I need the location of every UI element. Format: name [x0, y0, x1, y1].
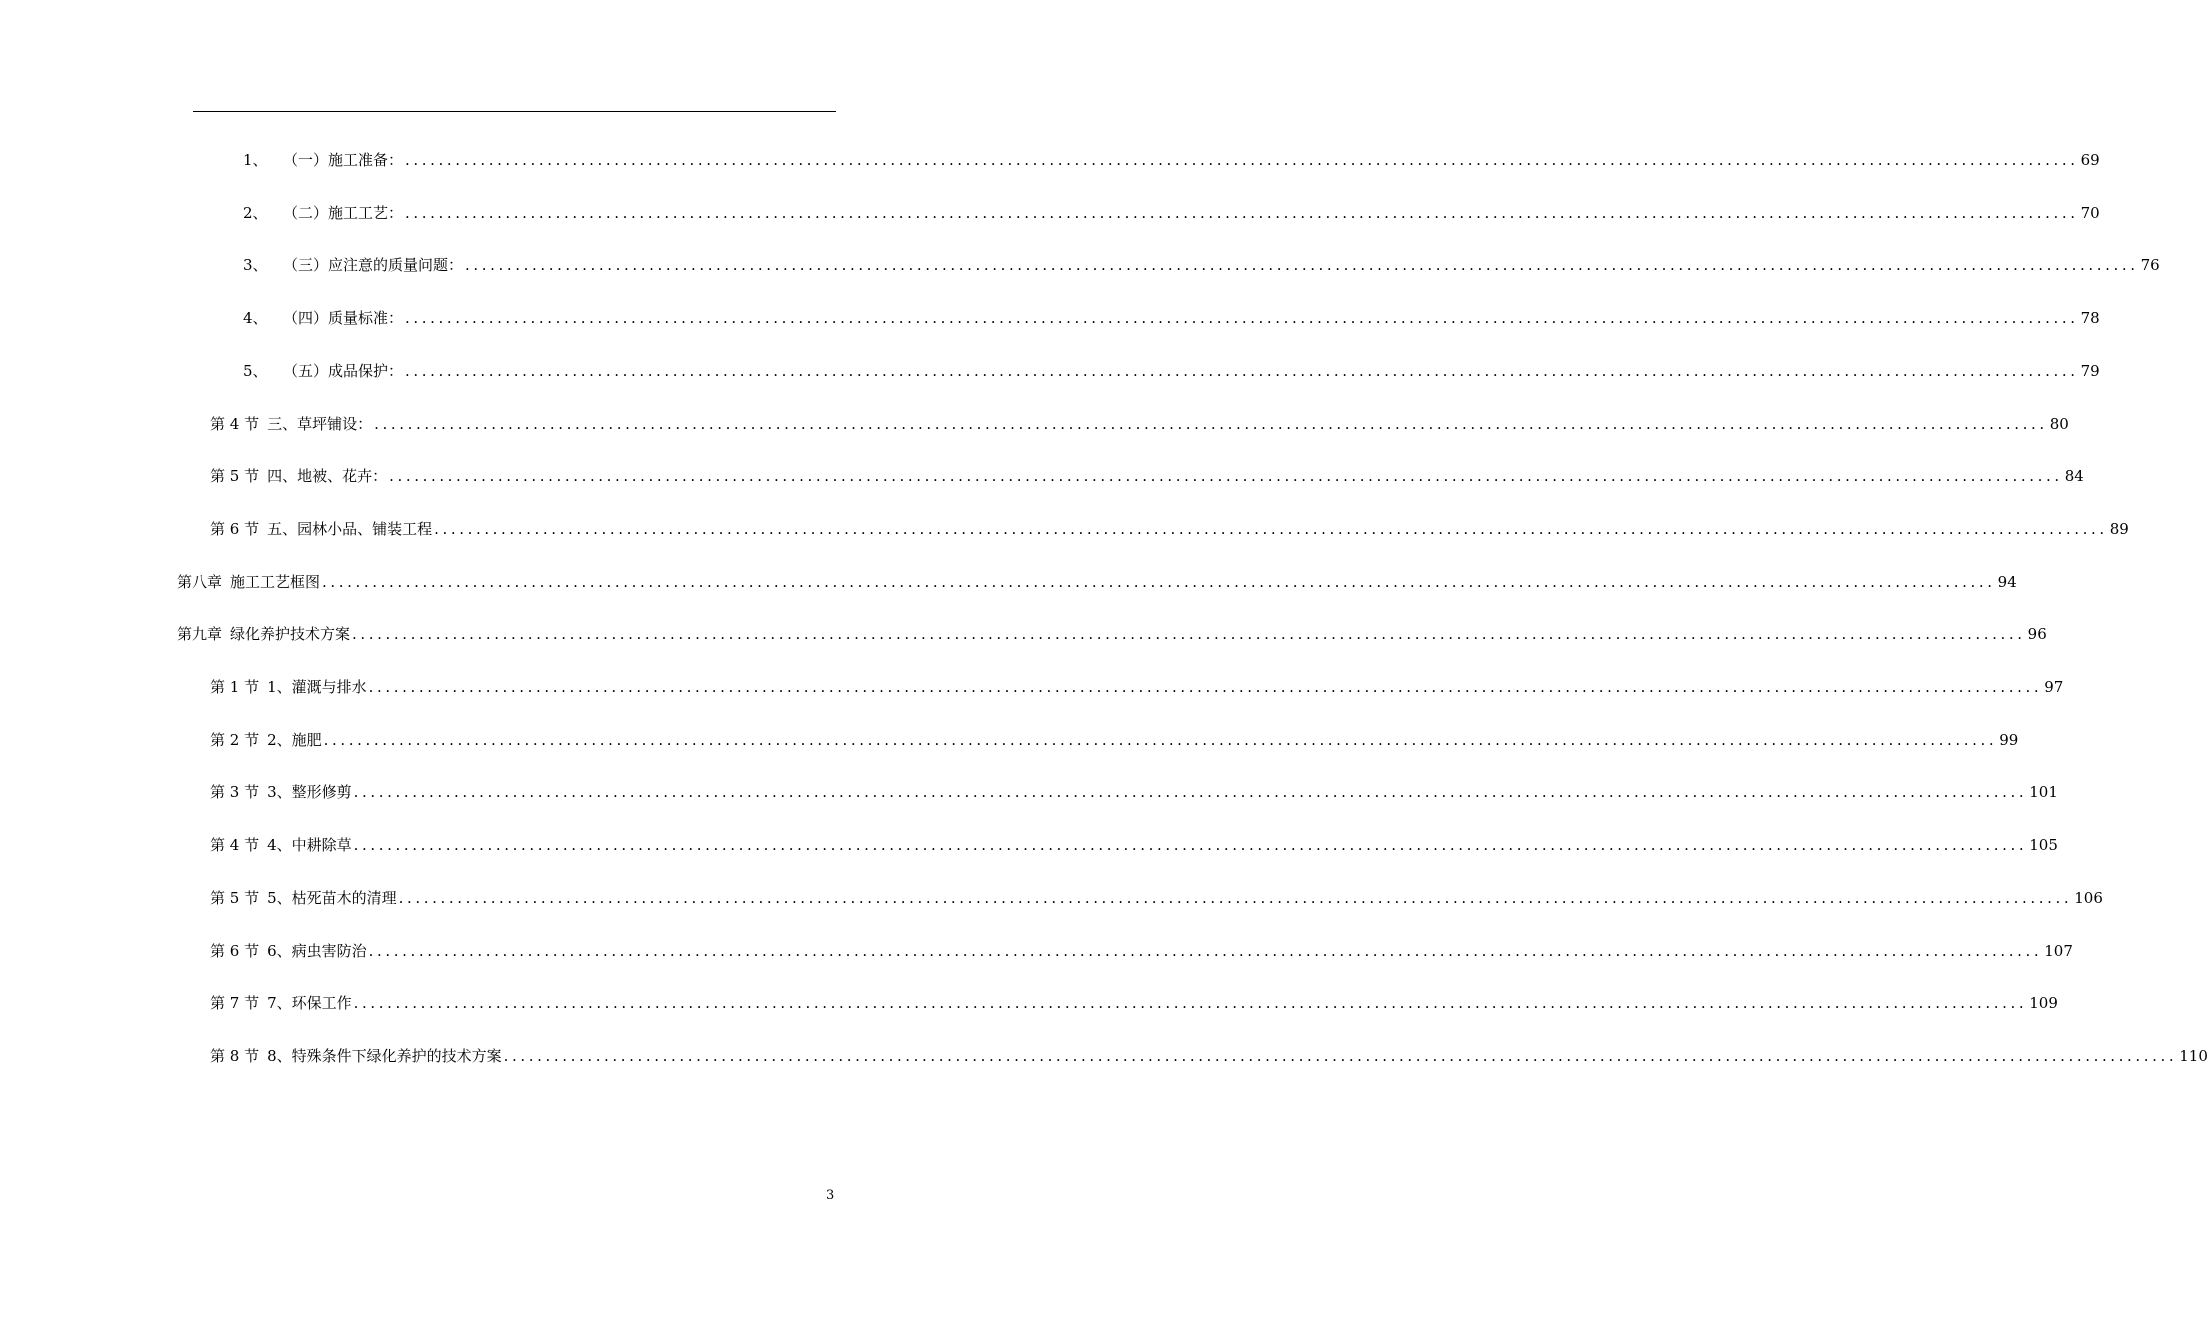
toc-entry-number: 1、	[243, 151, 268, 169]
toc-dot-leader: ........................................................................................................................................................................................................	[405, 203, 2079, 222]
toc-entry-number: 第 1 节	[210, 678, 260, 696]
toc-entry-number: 2、	[243, 203, 268, 222]
toc-dot-leader: ........................................................................................................................................................................................................	[503, 1046, 2178, 1065]
toc-dot-leader: ........................................................................................................................................................................................................	[374, 414, 2048, 433]
toc-dot-leader: ........................................................................................................................................................................................................	[353, 836, 2028, 855]
toc-entry-number: 第 8 节	[210, 1046, 260, 1065]
toc-entry[interactable]	[177, 569, 2017, 595]
toc-entry[interactable]	[210, 832, 2058, 858]
toc-entry-number: 第 5 节	[210, 467, 260, 486]
toc-entry[interactable]	[210, 674, 2064, 700]
toc-entry[interactable]	[243, 305, 2100, 331]
toc-entry-number: 第 5 节	[210, 888, 260, 907]
toc-entry-page: 109	[2029, 994, 2058, 1013]
toc-entry[interactable]	[210, 411, 2069, 437]
toc-dot-leader: ........................................................................................................................................................................................................	[434, 519, 2108, 538]
toc-entry-number: 第 3 节	[210, 783, 260, 802]
toc-entry-page: 106	[2074, 888, 2103, 907]
toc-entry-title: 6、病虫害防治	[267, 941, 367, 960]
toc-dot-leader: ........................................................................................................................................................................................................	[465, 256, 2139, 275]
toc-entry-title: 绿化养护技术方案	[230, 625, 351, 644]
toc-dot-leader: ........................................................................................................................................................................................................	[368, 941, 2043, 960]
toc-entry[interactable]	[210, 885, 2103, 911]
toc-entry-number: 第 2 节	[210, 730, 260, 749]
toc-entry-title: （一）施工准备：	[283, 151, 404, 169]
toc-dot-leader: ........................................................................................................................................................................................................	[405, 361, 2079, 380]
toc-entry-number: 第八章	[177, 572, 223, 591]
toc-entry-title: 4、中耕除草	[267, 836, 352, 855]
toc-entry[interactable]	[210, 463, 2084, 489]
toc-entry-title: 3、整形修剪	[267, 783, 352, 802]
toc-entry-number: 第九章	[177, 625, 223, 644]
toc-entry[interactable]	[210, 1043, 2208, 1069]
toc-entry-title: （二）施工工艺：	[283, 203, 404, 222]
toc-entry[interactable]	[243, 252, 2160, 278]
toc-dot-leader: ........................................................................................................................................................................................................	[398, 888, 2073, 907]
header-rule	[193, 111, 836, 112]
toc-entry-page: 76	[2140, 256, 2160, 275]
toc-entry-title: 7、环保工作	[267, 994, 352, 1013]
toc-entry[interactable]	[210, 990, 2058, 1016]
toc-entry-page: 99	[1999, 730, 2019, 749]
toc-entry-number: 第 4 节	[210, 836, 260, 855]
toc-entry-title: 8、特殊条件下绿化养护的技术方案	[267, 1046, 502, 1065]
toc-entry-number: 5、	[243, 361, 268, 380]
toc-entry-title: （三）应注意的质量问题：	[283, 256, 464, 275]
toc-entry-title: 5、枯死苗木的清理	[267, 888, 397, 907]
toc-entry-title: （四）质量标准：	[283, 309, 404, 328]
toc-entry-page: 105	[2029, 836, 2058, 855]
toc-entry-page: 79	[2080, 361, 2100, 380]
toc-entry[interactable]	[210, 727, 2019, 753]
toc-entry-page: 97	[2044, 678, 2064, 696]
toc-entry[interactable]	[243, 200, 2100, 226]
toc-entry-title: 施工工艺框图	[230, 572, 321, 591]
toc-dot-leader: ........................................................................................................................................................................................................	[352, 625, 2026, 644]
toc-entry-page: 78	[2080, 309, 2100, 328]
toc-entry-page: 96	[2027, 625, 2047, 644]
page-number: 3	[826, 1188, 835, 1203]
toc-entry-page: 89	[2109, 519, 2129, 538]
toc-entry-title: 1、灌溉与排水	[267, 678, 367, 696]
toc-entry-number: 第 6 节	[210, 519, 260, 538]
toc-dot-leader: ........................................................................................................................................................................................................	[405, 151, 2079, 169]
toc-entry-page: 107	[2044, 941, 2073, 960]
toc-dot-leader: ........................................................................................................................................................................................................	[353, 994, 2028, 1013]
toc-entry[interactable]	[210, 779, 2058, 805]
toc-entry-page: 80	[2049, 414, 2069, 433]
toc-entry-page: 101	[2029, 783, 2058, 802]
toc-entry-page: 69	[2080, 151, 2100, 169]
toc-entry-number: 4、	[243, 309, 268, 328]
toc-entry-number: 第 7 节	[210, 994, 260, 1013]
toc-dot-leader: ........................................................................................................................................................................................................	[389, 467, 2063, 486]
toc-dot-leader: ........................................................................................................................................................................................................	[322, 572, 1996, 591]
toc-entry-page: 110	[2179, 1046, 2208, 1065]
toc-entry[interactable]	[243, 147, 2100, 173]
toc-entry-number: 第 6 节	[210, 941, 260, 960]
toc-entry-page: 94	[1997, 572, 2017, 591]
toc-entry-page: 84	[2064, 467, 2084, 486]
toc-dot-leader: ........................................................................................................................................................................................................	[353, 783, 2028, 802]
toc-entry[interactable]	[210, 938, 2073, 964]
toc-dot-leader: ........................................................................................................................................................................................................	[368, 678, 2043, 696]
toc-entry-title: 三、草坪铺设：	[267, 414, 373, 433]
toc-entry-title: （五）成品保护：	[283, 361, 404, 380]
toc-entry[interactable]	[177, 621, 2047, 647]
toc-entry-number: 3、	[243, 256, 268, 275]
toc-entry[interactable]	[210, 516, 2129, 542]
toc-entry-title: 2、施肥	[267, 730, 322, 749]
toc-entry-title: 四、地被、花卉：	[267, 467, 388, 486]
toc-dot-leader: ........................................................................................................................................................................................................	[405, 309, 2079, 328]
toc-entry[interactable]	[243, 358, 2100, 384]
toc-entry-page: 70	[2080, 203, 2100, 222]
toc-dot-leader: ........................................................................................................................................................................................................	[323, 730, 1998, 749]
toc-entry-number: 第 4 节	[210, 414, 260, 433]
toc-entry-title: 五、园林小品、铺装工程	[267, 519, 433, 538]
